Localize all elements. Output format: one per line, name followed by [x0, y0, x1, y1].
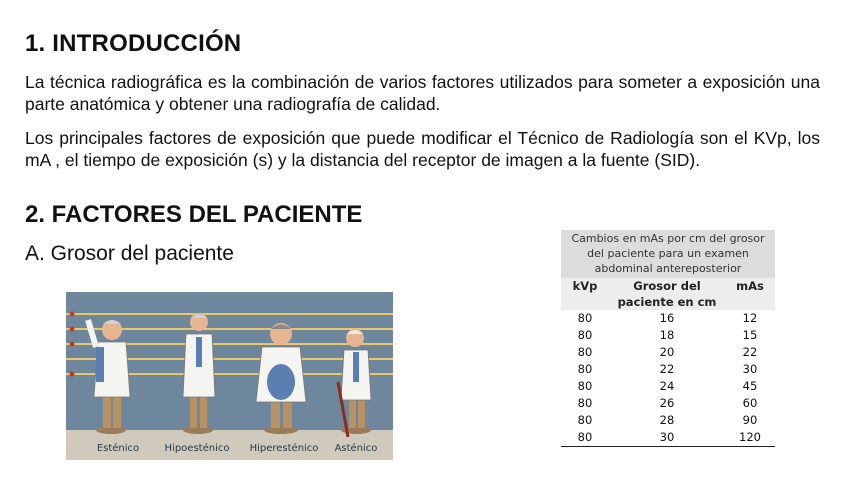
- heading-introduccion: 1. INTRODUCCIÓN: [25, 30, 242, 57]
- table-row: [561, 378, 775, 395]
- cell-grosor: 20: [659, 345, 675, 359]
- cell-mas: 12: [742, 311, 758, 325]
- cell-mas: 90: [742, 413, 758, 427]
- table-row: [561, 327, 775, 344]
- cell-mas: 45: [742, 379, 758, 393]
- cell-kvp: 80: [577, 379, 593, 393]
- table-row: [561, 310, 775, 327]
- table-row: [561, 344, 775, 361]
- label-astenico: Asténico: [334, 443, 378, 454]
- table-row: [561, 412, 775, 429]
- cell-kvp: 80: [577, 328, 593, 342]
- cell-kvp: 80: [577, 362, 593, 376]
- cell-grosor: 18: [659, 328, 675, 342]
- table-row: [561, 361, 775, 378]
- body-types-illustration: [66, 292, 393, 460]
- label-hiperestenico: Hiperesténico: [249, 443, 319, 454]
- cell-grosor: 22: [659, 362, 675, 376]
- cell-kvp: 80: [577, 345, 593, 359]
- cell-mas: 15: [742, 328, 758, 342]
- table-row: [561, 395, 775, 412]
- cell-kvp: 80: [577, 396, 593, 410]
- mas-thickness-table: [561, 230, 775, 447]
- cell-grosor: 30: [609, 429, 725, 447]
- table-row: [561, 429, 775, 447]
- cell-grosor: 28: [659, 413, 675, 427]
- cell-mas: 22: [742, 345, 758, 359]
- table-header-mas: mAs: [736, 279, 764, 293]
- cell-mas: 60: [742, 396, 758, 410]
- cell-mas: 30: [742, 362, 758, 376]
- cell-kvp: 80: [577, 311, 593, 325]
- cell-mas: 120: [725, 429, 775, 447]
- label-estenico: Esténico: [96, 443, 140, 454]
- cell-kvp: 80: [577, 413, 593, 427]
- subheading-grosor: A. Grosor del paciente: [25, 242, 234, 265]
- cell-grosor: 24: [659, 379, 675, 393]
- paragraph-tecnica: La técnica radiográfica es la combinación de varios factores utilizados para someter a exposición una parte anatómica y obtener una radiografía de calidad.: [25, 72, 820, 114]
- label-hipoestenico: Hipoesténico: [164, 443, 230, 454]
- heading-factores-paciente: 2. FACTORES DEL PACIENTE: [25, 201, 363, 228]
- cell-grosor: 16: [659, 311, 675, 325]
- paragraph-factores: Los principales factores de exposición que puede modificar el Técnico de Radiología son el KVp, los mA , el tiempo de exposición (s) y la distancia del receptor de imagen a la fuente (SID).: [25, 128, 820, 170]
- cell-grosor: 26: [659, 396, 675, 410]
- table-caption: Cambios en mAs por cm del grosor del paciente para un examen abdominal antereposterior: [561, 230, 775, 278]
- table-header-kvp: kVp: [572, 279, 598, 293]
- cell-kvp: 80: [561, 429, 609, 447]
- table-header-grosor: Grosor del paciente en cm: [617, 279, 717, 309]
